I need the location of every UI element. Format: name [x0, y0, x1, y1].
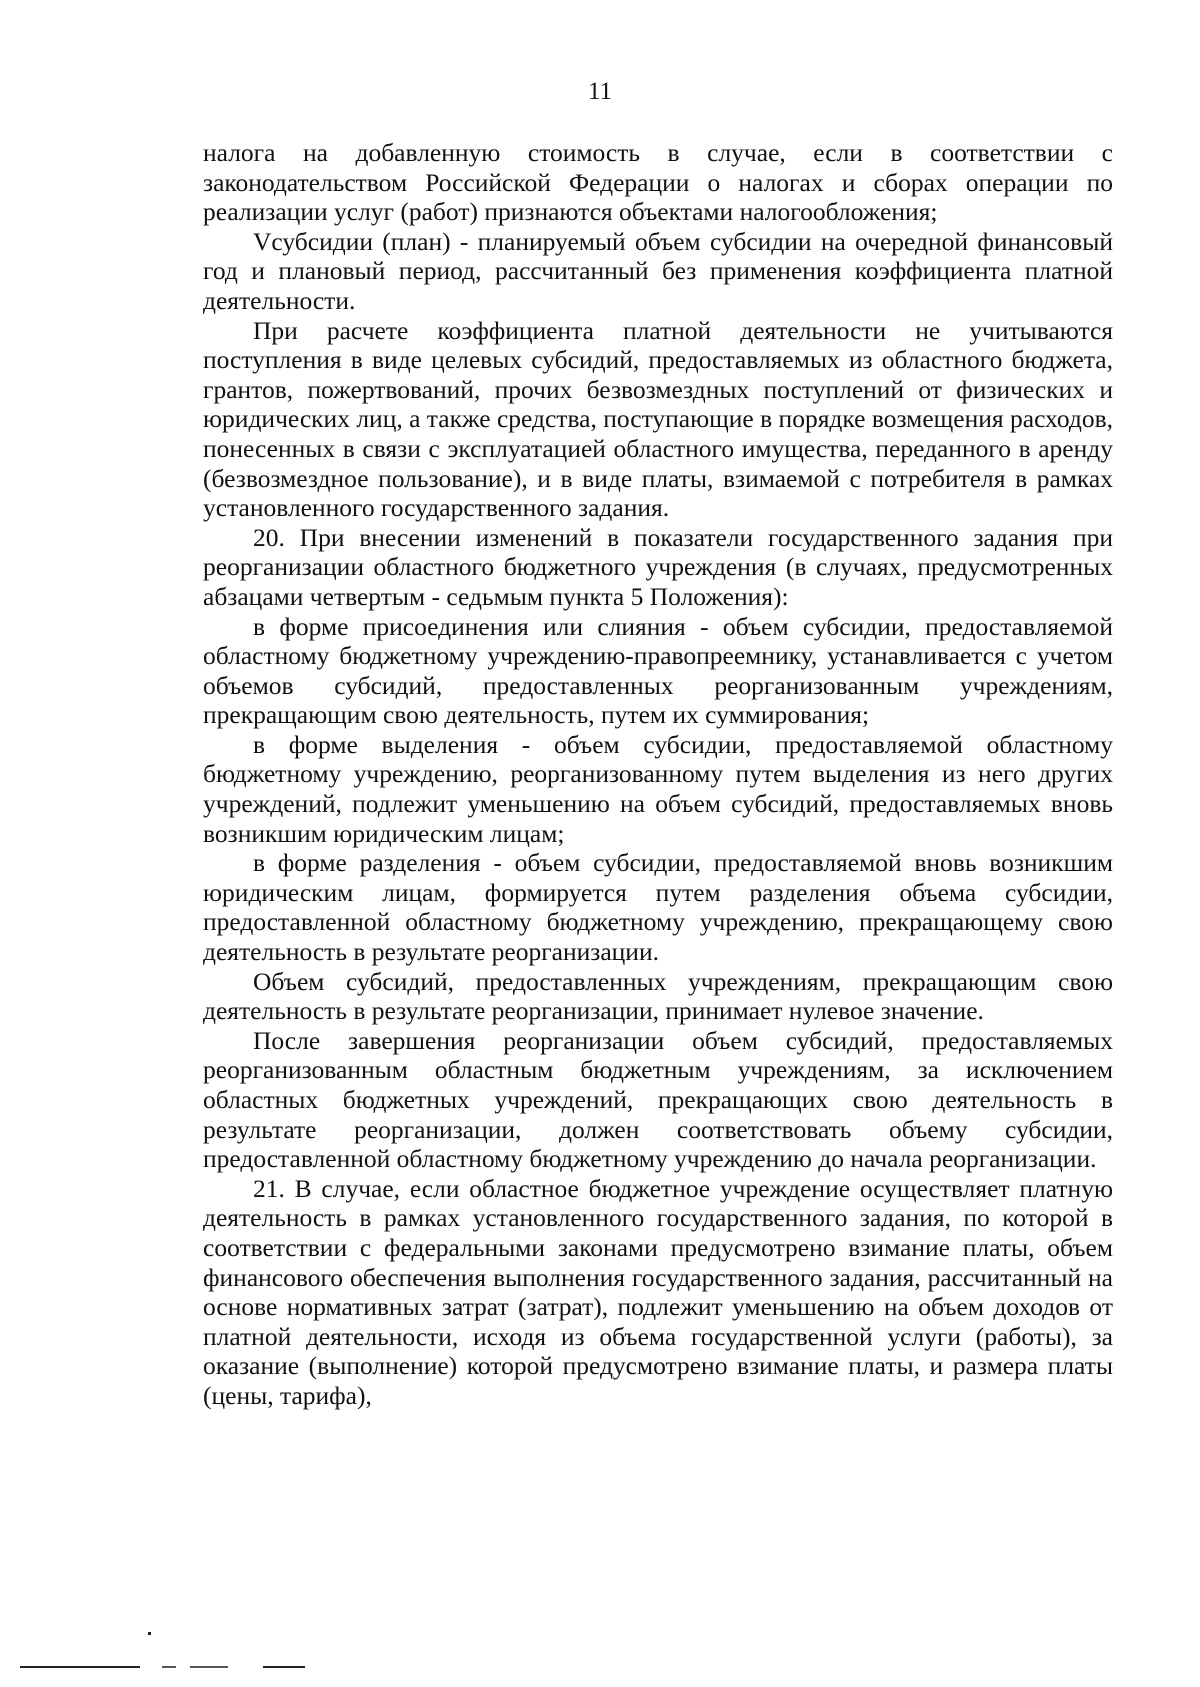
paragraph-6: в форме выделения - объем субсидии, предоставляемой областному бюджетному учреждению, реорганизованному путем выделения из него других учреждений, подлежит уменьшению на объем субсидий, предоставляемых вновь возникшим юридическим лицам;: [203, 729, 1113, 848]
scan-line: [263, 1666, 305, 1668]
scan-dot: [148, 1632, 151, 1635]
scan-line: [190, 1666, 228, 1668]
paragraph-2: Vсубсидии (план) - планируемый объем субсидии на очередной финансовый год и плановый период, рассчитанный без применения коэффициента платной деятельности.: [203, 226, 1113, 315]
paragraph-5: в форме присоединения или слияния - объем субсидии, предоставляемой областному бюджетному учреждению-правопреемнику, устанавливается с учетом объемов субсидий, предоставленных реорганизованным учреждениям, прекращающим свою деятельность, путем их суммирования;: [203, 611, 1113, 730]
document-body: [203, 138, 1113, 1411]
paragraph-8: Объем субсидий, предоставленных учреждениям, прекращающим свою деятельность в результате реорганизации, принимает нулевое значение.: [203, 966, 1113, 1026]
scan-line: [162, 1666, 176, 1668]
scan-line: [20, 1666, 140, 1668]
paragraph-7: в форме разделения - объем субсидии, предоставляемой вновь возникшим юридическим лицам, формируется путем разделения объема субсидии, предоставленной областному бюджетному учреждению, прекращающему свою деятельность в результате реорганизации.: [203, 848, 1113, 967]
paragraph-3: При расчете коэффициента платной деятельности не учитываются поступления в виде целевых субсидий, предоставляемых из областного бюджета, грантов, пожертвований, прочих безвозмездных поступлений от физических и юридических лиц, а также средства, поступающие в порядке возмещения расходов, понесенных в связи с эксплуатацией областного имущества, переданного в аренду (безвозмездное пользование), и в виде платы, взимаемой с потребителя в рамках установленного государственного задания.: [203, 315, 1113, 523]
paragraph-4: 20. При внесении изменений в показатели государственного задания при реорганизации областного бюджетного учреждения (в случаях, предусмотренных абзацами четвертым - седьмым пункта 5 Положения):: [203, 522, 1113, 611]
paragraph-1: налога на добавленную стоимость в случае, если в соответствии с законодательством Российской Федерации о налогах и сборах операции по реализации услуг (работ) признаются объектами налогообложения;: [203, 138, 1113, 227]
paragraph-9: После завершения реорганизации объем субсидий, предоставляемых реорганизованным областным бюджетным учреждениям, за исключением областных бюджетных учреждений, прекращающих свою деятельность в результате реорганизации, должен соответствовать объему субсидии, предоставленной областному бюджетному учреждению до начала реорганизации.: [203, 1025, 1113, 1174]
paragraph-10: 21. В случае, если областное бюджетное учреждение осуществляет платную деятельность в рамках установленного государственного задания, по которой в соответствии с федеральными законами предусмотрено взимание платы, объем финансового обеспечения выполнения государственного задания, рассчитанный на основе нормативных затрат (затрат), подлежит уменьшению на объем доходов от платной деятельности, исходя из объема государственной услуги (работы), за оказание (выполнение) которой предусмотрено взимание платы, и размера платы (цены, тарифа),: [203, 1173, 1113, 1410]
page-number: 11: [587, 78, 613, 105]
